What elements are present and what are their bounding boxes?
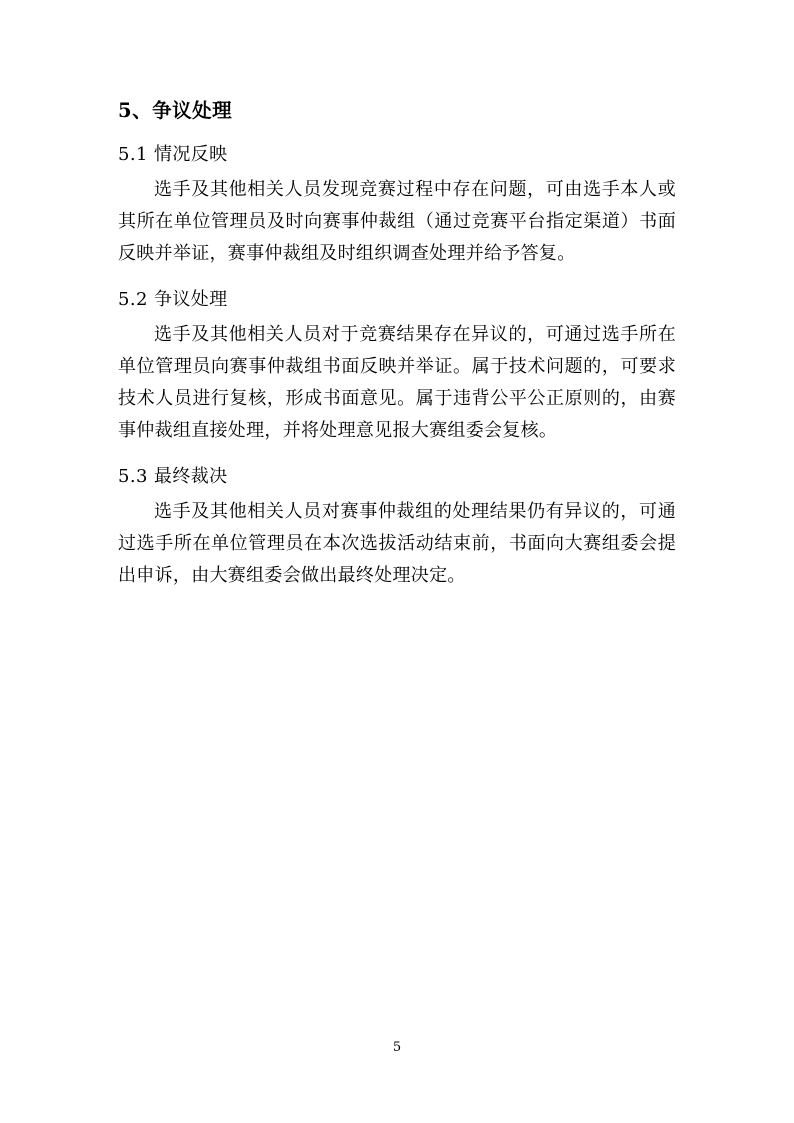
section-heading-5-1: 5.1 情况反映 <box>118 144 228 166</box>
page-title: 5、争议处理 <box>118 99 233 122</box>
section-heading-5-2: 5.2 争议处理 <box>118 289 228 311</box>
section-paragraph-5-2: 选手及其他相关人员对于竞赛结果存在异议的，可通过选手所在单位管理员向赛事仲裁组书面反映并举证。属于技术问题的，可要求技术人员进行复核，形成书面意见。属于违背公平公正原则的，由赛事仲裁组直接处理，并将处理意见报大赛组委会复核。 <box>118 323 676 442</box>
section-heading-5-3: 5.3 最终裁决 <box>118 466 228 488</box>
document-body <box>118 96 676 592</box>
page-number: 5 <box>392 1040 402 1055</box>
section-paragraph-5-1: 选手及其他相关人员发现竞赛过程中存在问题，可由选手本人或其所在单位管理员及时向赛事仲裁组（通过竞赛平台指定渠道）书面反映并举证，赛事仲裁组及时组织调查处理并给予答复。 <box>118 179 676 265</box>
section-paragraph-5-3: 选手及其他相关人员对赛事仲裁组的处理结果仍有异议的，可通过选手所在单位管理员在本次选拔活动结束前，书面向大赛组委会提出申诉，由大赛组委会做出最终处理决定。 <box>118 500 676 586</box>
